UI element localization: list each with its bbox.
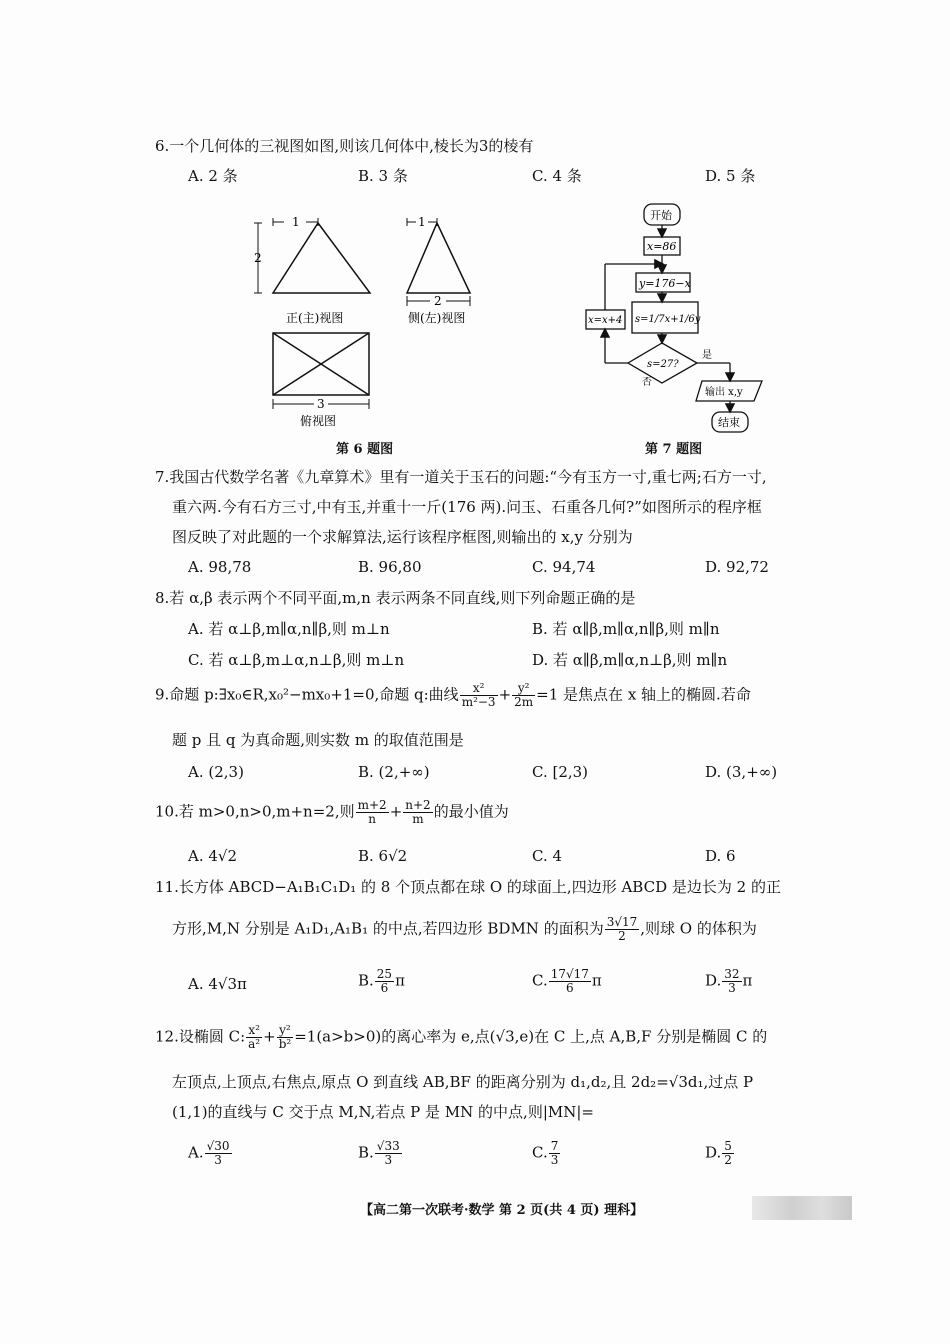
q9-plus: + (498, 685, 512, 704)
q11-option-c-frac (549, 968, 591, 995)
q9-option-d: D. (3,+∞) (705, 763, 778, 781)
flow-cond-text: s=27? (647, 359, 679, 370)
q11-option-b-den: 6 (380, 981, 389, 995)
q11-option-d-frac (722, 968, 741, 995)
q9-frac1 (460, 682, 498, 709)
q9-line1-a: 9.命题 p:∃x₀∈R,x₀²−mx₀+1=0,命题 q:曲线 (155, 685, 459, 704)
q11-area-num: 3√17 (606, 915, 638, 929)
flow-init-text: x=86 (647, 240, 677, 253)
q11-line2-b: ,则球 O 的体积为 (640, 919, 757, 938)
q9-option-c: C. [2,3) (532, 763, 589, 781)
q12-frac2 (277, 1024, 294, 1051)
q11-option-d-num: 32 (724, 967, 740, 981)
q12-line1-b: =1(a>b>0)的离心率为 e,点(√3,e)在 C 上,点 A,B,F 分别是椭圆 C 的 (294, 1027, 768, 1046)
q8-option-b: B. 若 α∥β,m∥α,n∥β,则 m∥n (532, 620, 720, 638)
q9-frac2-den: 2m (514, 695, 534, 709)
q12-option-c-frac (549, 1140, 561, 1167)
q9-frac1-num: x² (460, 682, 498, 696)
flow-end-text: 结束 (718, 416, 740, 429)
q12-option-c (532, 1140, 561, 1167)
q6-option-b: B. 3 条 (358, 167, 408, 185)
q7-caption: 第 7 题图 (645, 442, 703, 457)
q11-option-c-prefix: C. (532, 971, 548, 990)
q11-option-d-den: 3 (728, 981, 736, 995)
flow-output-text: 输出 x,y (705, 387, 743, 398)
q12-option-b-num: √33 (376, 1139, 400, 1153)
q12-option-d-frac (722, 1140, 734, 1167)
q9-line1-b: =1 是焦点在 x 轴上的椭圆.若命 (536, 685, 751, 704)
q12-option-a (188, 1140, 233, 1167)
q9-frac1-den: m²−3 (461, 695, 496, 709)
q11-line1: 11.长方体 ABCD−A₁B₁C₁D₁ 的 8 个顶点都在球 O 的球面上,四边形 ABCD 是边长为 2 的正 (155, 878, 781, 896)
q6-stem: 6.一个几何体的三视图如图,则该几何体中,棱长为3的棱有 (155, 137, 534, 155)
q7-option-b: B. 96,80 (358, 558, 422, 576)
top-view-label: 俯视图 (300, 414, 337, 428)
q10-stem-b: 的最小值为 (433, 802, 509, 821)
q10-option-a: A. 4√2 (188, 847, 238, 865)
q12-line1 (155, 1024, 767, 1051)
q12-option-c-den: 3 (550, 1153, 559, 1167)
q9-option-a: A. (2,3) (188, 763, 244, 781)
q11-option-c-num: 17√17 (550, 967, 589, 981)
q9-frac2 (512, 682, 535, 709)
q10-option-c: C. 4 (532, 847, 563, 865)
q8-stem: 8.若 α,β 表示两个不同平面,m,n 表示两条不同直线,则下列命题正确的是 (155, 589, 636, 607)
q11-option-b-pi: π (395, 971, 405, 990)
q7-line2: 重六两.今有石方三寸,中有玉,并重十一斤(176 两).问玉、石重各几何?”如图所示的程序框 (172, 498, 762, 516)
flow-yes-label: 是 (702, 350, 712, 361)
q11-area-frac (605, 916, 640, 943)
q7-option-a: A. 98,78 (188, 558, 252, 576)
q12-option-b-den: 3 (384, 1153, 393, 1167)
q12-frac1-den: a² (248, 1037, 261, 1051)
q11-option-b-prefix: B. (358, 971, 374, 990)
side-view-label: 侧(左)视图 (408, 311, 466, 325)
q11-option-c-pi: π (591, 971, 602, 990)
blurred-watermark (752, 1196, 852, 1220)
q12-frac1-num: x² (246, 1024, 262, 1038)
q10-stem (155, 799, 509, 826)
q11-option-d (705, 968, 752, 995)
q12-option-d-den: 2 (724, 1153, 732, 1167)
q11-option-c-den: 6 (565, 981, 574, 995)
q9-line1 (155, 682, 751, 709)
q12-plus: + (263, 1027, 276, 1046)
q6-option-d: D. 5 条 (705, 167, 756, 185)
q10-stem-a: 10.若 m>0,n>0,m+n=2,则 (155, 802, 355, 821)
flow-start-text: 开始 (650, 209, 672, 222)
q11-option-d-prefix: D. (705, 971, 722, 990)
q7-option-c: C. 94,74 (532, 558, 596, 576)
q10-frac1-num: m+2 (357, 798, 387, 812)
front-view (254, 218, 370, 293)
flow-assign-s-text: s=1/7x+1/6y (635, 314, 701, 325)
q12-frac1 (246, 1024, 262, 1051)
q10-frac2-den: m (412, 812, 424, 826)
q9-frac2-num: y² (512, 682, 535, 696)
q10-frac1 (356, 799, 389, 826)
q11-option-b-frac (375, 968, 394, 995)
front-view-label: 正(主)视图 (286, 311, 344, 325)
q12-option-b-prefix: B. (358, 1143, 374, 1162)
q7-line1: 7.我国古代数学名著《九章算术》里有一道关于玉石的问题:“今有玉方一寸,重七两;石方一寸, (155, 468, 767, 486)
q12-option-c-prefix: C. (532, 1143, 548, 1162)
side-dim-1: 1 (418, 215, 426, 229)
q6-caption: 第 6 题图 (336, 442, 394, 457)
flowchart-figure (580, 200, 780, 440)
q9-line2: 题 p 且 q 为真命题,则实数 m 的取值范围是 (172, 731, 464, 749)
q12-line3: (1,1)的直线与 C 交于点 M,N,若点 P 是 MN 的中点,则|MN|= (172, 1103, 594, 1121)
q8-option-a: A. 若 α⊥β,m∥α,n∥β,则 m⊥n (188, 620, 390, 638)
q12-option-a-frac (205, 1140, 232, 1167)
side-view (407, 218, 470, 306)
page-footer: 【高二第一次联考·数学 第 2 页(共 4 页) 理科】 (360, 1203, 644, 1218)
q12-line2: 左顶点,上顶点,右焦点,原点 O 到直线 AB,BF 的距离分别为 d₁,d₂,且 2d₂=√3d₁,过点 P (172, 1073, 754, 1091)
q12-option-a-num: √30 (206, 1139, 230, 1153)
q11-line2 (172, 916, 757, 943)
side-dim-2: 2 (434, 294, 442, 308)
q9-option-b: B. (2,+∞) (358, 763, 430, 781)
q12-option-d (705, 1140, 735, 1167)
q12-option-b (358, 1140, 403, 1167)
front-dim-1: 1 (292, 215, 300, 229)
q10-frac1-den: n (368, 812, 377, 826)
q12-option-a-den: 3 (214, 1153, 222, 1167)
q8-option-d: D. 若 α∥β,m∥α,n⊥β,则 m∥n (532, 651, 728, 669)
flow-assign-y-text: y=176−x (639, 277, 691, 290)
q7-option-d: D. 92,72 (705, 558, 769, 576)
q12-option-c-num: 7 (550, 1139, 559, 1153)
q8-option-c: C. 若 α⊥β,m⊥α,n⊥β,则 m⊥n (188, 651, 405, 669)
q11-line2-a: 方形,M,N 分别是 A₁D₁,A₁B₁ 的中点,若四边形 BDMN 的面积为 (172, 919, 604, 938)
q6-option-a: A. 2 条 (188, 167, 238, 185)
q7-line3: 图反映了对此题的一个求解算法,运行该程序框图,则输出的 x,y 分别为 (172, 528, 633, 546)
q11-area-den: 2 (618, 929, 626, 943)
q12-option-d-num: 5 (724, 1139, 732, 1153)
q6-option-c: C. 4 条 (532, 167, 582, 185)
q10-frac2 (403, 799, 432, 826)
three-view-figure (240, 205, 500, 435)
q10-frac2-num: n+2 (405, 798, 431, 812)
q11-option-a: A. 4√3π (188, 975, 247, 993)
q11-option-b-num: 25 (376, 967, 393, 981)
q12-frac2-num: y² (277, 1024, 294, 1038)
q12-line1-a: 12.设椭圆 C: (155, 1027, 246, 1046)
q12-option-d-prefix: D. (705, 1143, 722, 1162)
q11-option-d-pi: π (742, 971, 753, 990)
q12-option-a-prefix: A. (188, 1143, 204, 1162)
q11-option-b (358, 968, 405, 995)
q12-frac2-den: b² (278, 1037, 292, 1051)
q10-option-b: B. 6√2 (358, 847, 408, 865)
front-dim-2: 2 (254, 251, 262, 265)
top-dim-3: 3 (317, 397, 325, 411)
flow-update-text: x=x+4 (588, 315, 623, 326)
q12-option-b-frac (375, 1140, 402, 1167)
flow-no-label: 否 (642, 377, 652, 388)
q10-plus: + (389, 802, 403, 821)
q11-option-c (532, 968, 602, 995)
q10-option-d: D. 6 (705, 847, 736, 865)
